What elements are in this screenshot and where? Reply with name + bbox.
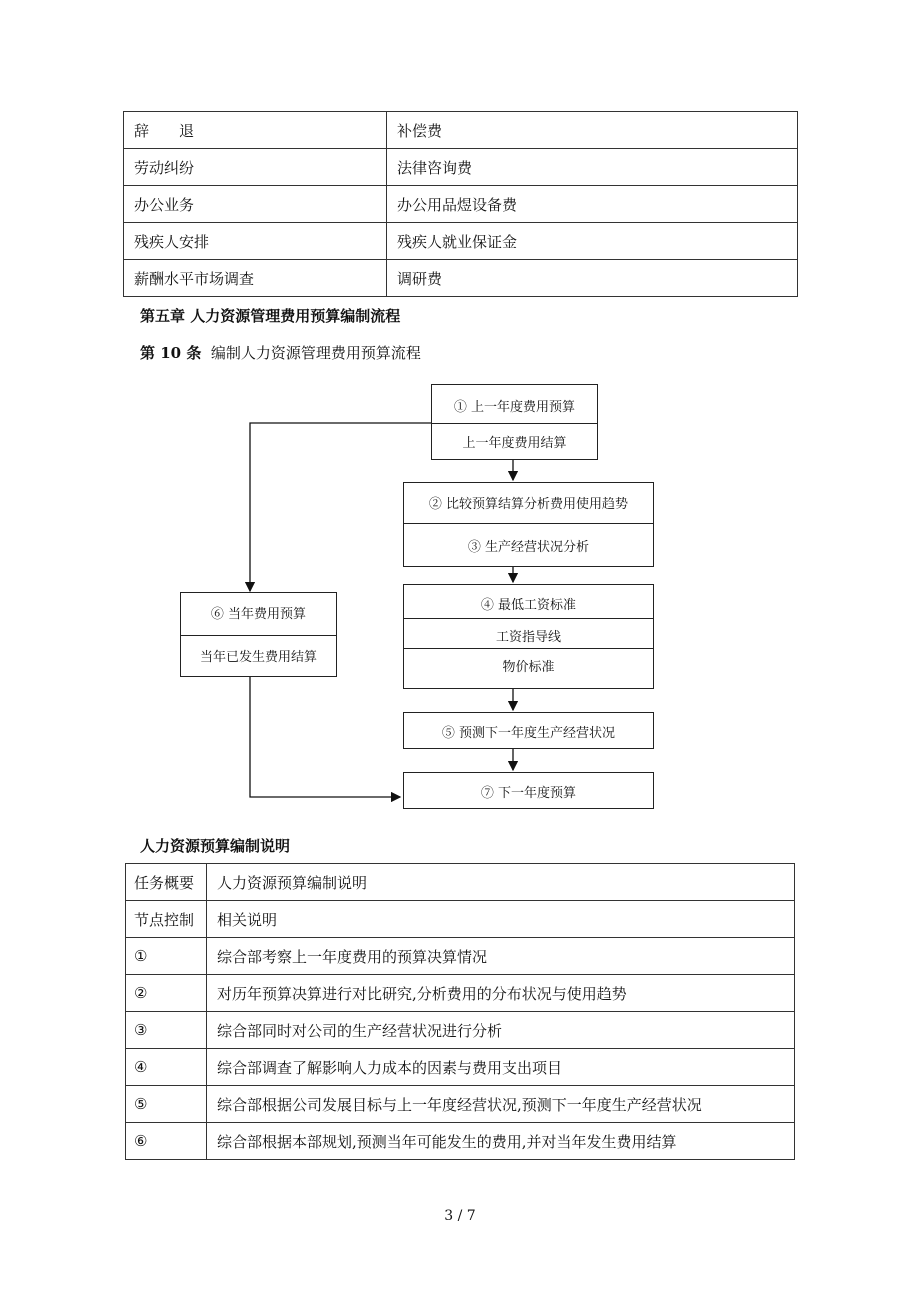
table-cell: ⑤ <box>126 1086 207 1123</box>
table-cell: 对历年预算决算进行对比研究,分析费用的分布状况与使用趋势 <box>207 975 795 1012</box>
table-cell: ① <box>126 938 207 975</box>
table-row <box>126 1049 795 1086</box>
flow-box-1-line2: 上一年度费用结算 <box>432 423 597 451</box>
table-cell: 节点控制 <box>126 901 207 938</box>
table-cell: 综合部根据本部规划,预测当年可能发生的费用,并对当年发生费用结算 <box>207 1123 795 1160</box>
flow-box-1-line1: ① 上一年度费用预算 <box>453 400 576 415</box>
flow-box-7-line1: ⑦ 下一年度预算 <box>480 786 577 801</box>
table-row <box>126 901 795 938</box>
flow-box-4-line2: 工资指导线 <box>404 618 653 645</box>
flow-box-4 <box>403 584 654 689</box>
flow-box-6-line2: 当年已发生费用结算 <box>181 635 336 665</box>
table-cell: ③ <box>126 1012 207 1049</box>
table-cell: 办公用品煜设备费 <box>387 186 798 223</box>
table-cell: ⑥ <box>126 1123 207 1160</box>
table-cell: 任务概要 <box>126 864 207 901</box>
flow-box-6 <box>180 592 337 677</box>
table-cell: 补偿费 <box>387 112 798 149</box>
table-cell: ② <box>126 975 207 1012</box>
table-row <box>126 938 795 975</box>
table-cell: 法律咨询费 <box>387 149 798 186</box>
table-row <box>126 1012 795 1049</box>
table-row <box>126 864 795 901</box>
table-cell: 人力资源预算编制说明 <box>207 864 795 901</box>
table-row <box>126 975 795 1012</box>
table-cell: 相关说明 <box>207 901 795 938</box>
explain-title: 人力资源预算编制说明 <box>140 837 291 855</box>
page-number: 3 / 7 <box>444 1208 476 1224</box>
table-cell: 综合部考察上一年度费用的预算决算情况 <box>207 938 795 975</box>
table-cell: 综合部根据公司发展目标与上一年度经营状况,预测下一年度生产经营状况 <box>207 1086 795 1123</box>
article-number: 第 10 条 <box>140 344 202 362</box>
chapter-title: 第五章 人力资源管理费用预算编制流程 <box>140 307 401 325</box>
flow-box-6-line1: ⑥ 当年费用预算 <box>210 607 307 622</box>
table-cell: 辞 退 <box>124 112 387 149</box>
table-row <box>126 1086 795 1123</box>
flow-box-2-line1: ② 比较预算结算分析费用使用趋势 <box>428 497 629 512</box>
table-cell: 薪酬水平市场调查 <box>124 260 387 297</box>
explain-table <box>125 863 795 1160</box>
table-cell: 残疾人就业保证金 <box>387 223 798 260</box>
flow-box-5-line1: ⑤ 预测下一年度生产经营状况 <box>441 726 616 741</box>
table-row <box>126 1123 795 1160</box>
table-cell: 劳动纠纷 <box>124 149 387 186</box>
flow-box-5 <box>403 712 654 749</box>
table-cell: 残疾人安排 <box>124 223 387 260</box>
flow-box-1 <box>431 384 598 460</box>
flow-box-4-line3: 物价标准 <box>404 648 653 675</box>
flow-box-3-line: ③ 生产经营状况分析 <box>404 523 653 555</box>
flow-box-4-line1: ④ 最低工资标准 <box>480 598 577 613</box>
flow-box-7 <box>403 772 654 809</box>
table-cell: ④ <box>126 1049 207 1086</box>
table-cell: 综合部调查了解影响人力成本的因素与费用支出项目 <box>207 1049 795 1086</box>
flow-box-2-3 <box>403 482 654 567</box>
arrow-6-to-7 <box>250 677 400 797</box>
article-title: 编制人力资源管理费用预算流程 <box>210 344 421 362</box>
table-cell: 调研费 <box>387 260 798 297</box>
table-cell: 办公业务 <box>124 186 387 223</box>
table-cell: 综合部同时对公司的生产经营状况进行分析 <box>207 1012 795 1049</box>
